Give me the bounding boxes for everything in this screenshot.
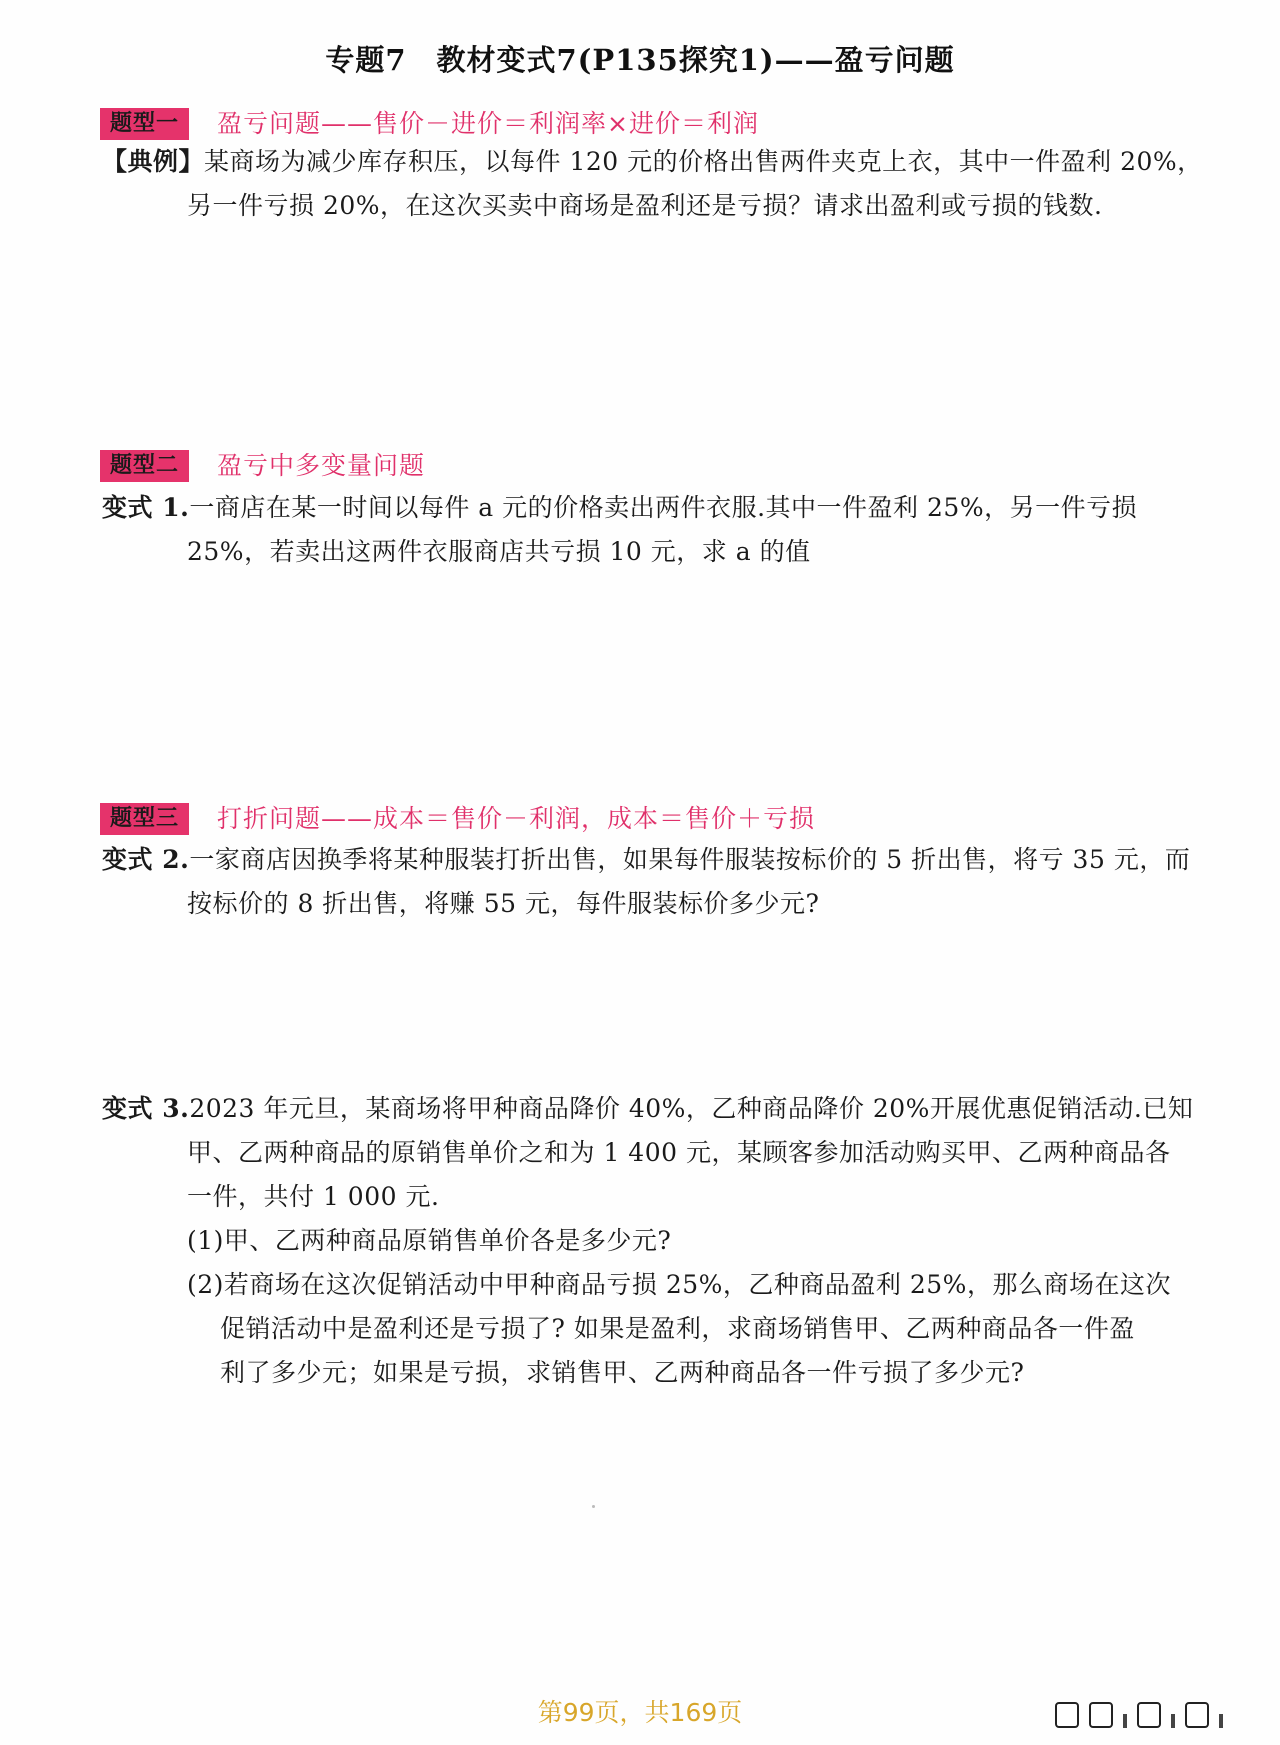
problem-text: 另一件亏损 20%，在这次买卖中商场是盈利还是亏损？请求出盈利或亏损的钱数. xyxy=(187,191,1103,220)
section-header-1 xyxy=(100,107,759,141)
scan-speck xyxy=(592,1505,595,1508)
section-heading: 打折问题——成本＝售价－利润，成本＝售价＋亏损 xyxy=(217,804,816,833)
page-number-label: 第99页，共169页 xyxy=(537,1698,743,1727)
problem-text: 按标价的 8 折出售，将赚 55 元，每件服装标价多少元? xyxy=(187,889,820,918)
tick-icon xyxy=(1171,1714,1175,1728)
bar-icon xyxy=(1185,1702,1209,1728)
problem-lead: 变式 2. xyxy=(102,845,190,874)
problem-text: 2023 年元旦，某商场将甲种商品降价 40%，乙种商品降价 20%开展优惠促销活动.已知 xyxy=(189,1094,1194,1123)
section-badge: 题型一 xyxy=(100,108,189,140)
problem-text: 25%，若卖出这两件衣服商店共亏损 10 元，求 a 的值 xyxy=(187,537,811,566)
bar-icon xyxy=(1089,1702,1113,1728)
problem-lead: 【典例】 xyxy=(102,147,205,176)
section-heading: 盈亏中多变量问题 xyxy=(217,451,426,480)
problem-text: 一商店在某一时间以每件 a 元的价格卖出两件衣服.其中一件盈利 25%，另一件亏损 xyxy=(189,493,1138,522)
watermark-icon xyxy=(1055,1702,1223,1728)
sub-question-1: (1)甲、乙两种商品原销售单价各是多少元? xyxy=(187,1226,672,1255)
tick-icon xyxy=(1123,1714,1127,1728)
sub-question-2-cont: 利了多少元；如果是亏损，求销售甲、乙两种商品各一件亏损了多少元? xyxy=(220,1358,1025,1387)
section-header-2 xyxy=(100,449,425,483)
variant-2-problem xyxy=(102,838,1192,926)
bar-icon xyxy=(1055,1702,1079,1728)
bar-icon xyxy=(1137,1702,1161,1728)
problem-lead: 变式 3. xyxy=(102,1094,190,1123)
sub-question-2-cont: 促销活动中是盈利还是亏损了? 如果是盈利，求商场销售甲、乙两种商品各一件盈 xyxy=(220,1314,1135,1343)
variant-3-problem xyxy=(102,1087,1192,1395)
section-header-3 xyxy=(100,802,815,836)
problem-text: 甲、乙两种商品的原销售单价之和为 1 400 元，某顾客参加活动购买甲、乙两种商品各 xyxy=(187,1138,1171,1167)
problem-text: 一件，共付 1 000 元. xyxy=(187,1182,440,1211)
tick-icon xyxy=(1219,1714,1223,1728)
section-badge: 题型三 xyxy=(100,803,189,835)
problem-text: 某商场为减少库存积压，以每件 120 元的价格出售两件夹克上衣，其中一件盈利 20%， xyxy=(204,147,1203,176)
page-title: 专题7 教材变式7(P135探究1)——盈亏问题 xyxy=(325,43,955,77)
problem-lead: 变式 1. xyxy=(102,493,190,522)
section-badge: 题型二 xyxy=(100,450,189,482)
example-problem xyxy=(102,140,1203,228)
section-heading: 盈亏问题——售价－进价＝利润率×进价＝利润 xyxy=(217,109,759,138)
sub-question-2: (2)若商场在这次促销活动中甲种商品亏损 25%，乙种商品盈利 25%，那么商场在这次 xyxy=(187,1270,1171,1299)
variant-1-problem xyxy=(102,486,1192,574)
problem-text: 一家商店因换季将某种服装打折出售，如果每件服装按标价的 5 折出售，将亏 35 元，而 xyxy=(189,845,1191,874)
